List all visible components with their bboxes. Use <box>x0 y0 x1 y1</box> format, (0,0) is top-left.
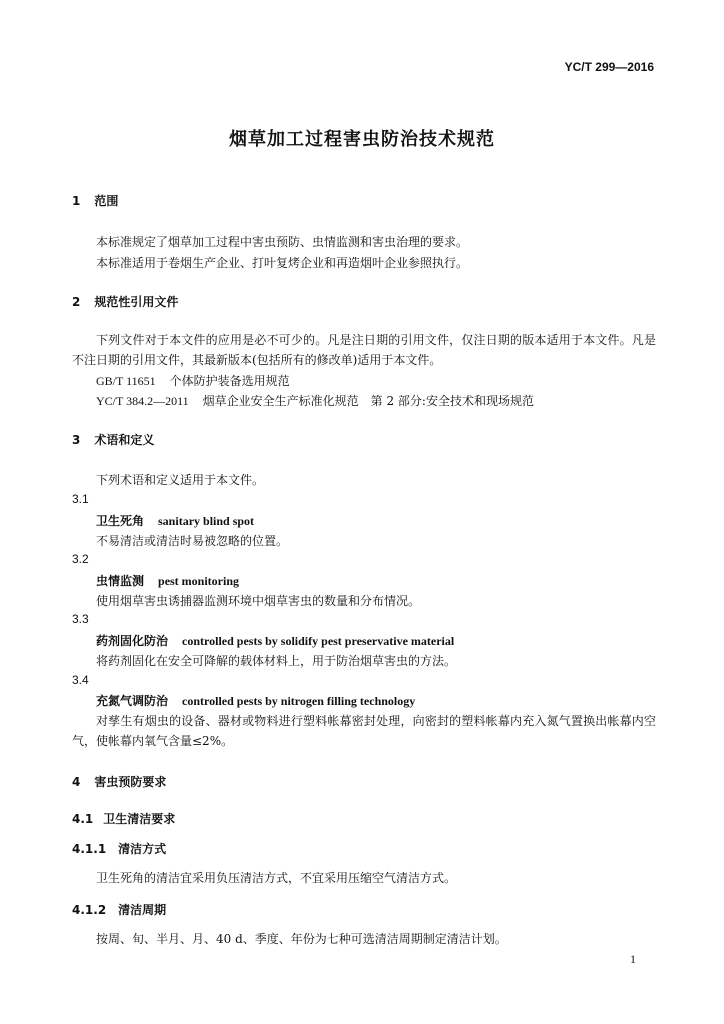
term-number: 3.3 <box>72 612 89 626</box>
section-2-heading <box>72 293 178 310</box>
paragraph: 本标准规定了烟草加工过程中害虫预防、虫情监测和害虫治理的要求。 <box>96 235 469 249</box>
term-definition: 使用烟草害虫诱捕器监测环境中烟草害虫的数量和分布情况。 <box>96 594 421 608</box>
section-1-heading <box>72 192 118 209</box>
term-definition: 对孳生有烟虫的设备、器材或物料进行塑料帐幕密封处理，向密封的塑料帐幕内充入氮气置换出帐幕内空气，使帐幕内氧气含量≤2%。 <box>72 714 656 748</box>
reference-code: GB/T 11651 <box>96 374 156 388</box>
reference-name: 烟草企业安全生产标准化规范 第 2 部分:安全技术和现场规范 <box>202 394 534 408</box>
term-entry <box>96 692 415 709</box>
section-number: 4 <box>72 775 81 789</box>
term-number: 3.4 <box>72 673 89 687</box>
section-number: 3 <box>72 433 81 447</box>
section-number: 2 <box>72 295 81 309</box>
paragraph: 卫生死角的清洁宜采用负压清洁方式，不宜采用压缩空气清洁方式。 <box>96 871 457 885</box>
term-entry <box>96 632 454 649</box>
term-chinese: 药剂固化防治 <box>96 634 169 648</box>
term-entry <box>96 572 239 589</box>
term-chinese: 充氮气调防治 <box>96 694 169 708</box>
paragraph: 下列术语和定义适用于本文件。 <box>96 473 265 487</box>
section-number: 4.1 <box>72 812 94 826</box>
reference-code: YC/T 384.2—2011 <box>96 394 189 408</box>
section-title: 清洁方式 <box>118 842 167 856</box>
section-4-heading <box>72 773 166 790</box>
document-title: 烟草加工过程害虫防治技术规范 <box>229 129 495 150</box>
normative-reference <box>96 392 534 409</box>
section-title: 范围 <box>94 194 119 208</box>
section-number: 1 <box>72 194 81 208</box>
section-title: 规范性引用文件 <box>94 295 179 309</box>
page-number: 1 <box>630 952 636 966</box>
section-title: 害虫预防要求 <box>94 775 167 789</box>
term-english: pest monitoring <box>158 574 240 588</box>
section-title: 卫生清洁要求 <box>103 812 176 826</box>
section-number: 4.1.2 <box>72 903 107 917</box>
term-entry <box>96 512 254 529</box>
paragraph: 本标准适用于卷烟生产企业、打叶复烤企业和再造烟叶企业参照执行。 <box>96 256 469 270</box>
paragraph: 按周、旬、半月、月、40 d、季度、年份为七种可选清洁周期制定清洁计划。 <box>96 932 507 946</box>
paragraph: 下列文件对于本文件的应用是必不可少的。凡是注日期的引用文件，仅注日期的版本适用于本文件。凡是不注日期的引用文件，其最新版本(包括所有的修改单)适用于本文件。 <box>72 333 656 367</box>
term-definition: 不易清洁或清洁时易被忽略的位置。 <box>96 534 289 548</box>
section-number: 4.1.1 <box>72 842 107 856</box>
term-english: controlled pests by nitrogen filling technology <box>182 694 416 708</box>
term-chinese: 虫情监测 <box>96 574 145 588</box>
subsection-4-1-1-heading <box>72 840 166 857</box>
section-title: 术语和定义 <box>94 433 155 447</box>
normative-reference <box>96 372 290 389</box>
term-number: 3.1 <box>72 492 89 506</box>
subsection-4-1-2-heading <box>72 901 166 918</box>
term-english: controlled pests by solidify pest preservative material <box>182 634 455 648</box>
standard-code: YC/T 299—2016 <box>564 60 654 74</box>
term-english: sanitary blind spot <box>158 514 255 528</box>
term-chinese: 卫生死角 <box>96 514 145 528</box>
section-3-heading <box>72 431 154 448</box>
term-number: 3.2 <box>72 552 89 566</box>
reference-name: 个体防护装备选用规范 <box>169 374 290 388</box>
term-definition: 将药剂固化在安全可降解的载体材料上，用于防治烟草害虫的方法。 <box>96 654 457 668</box>
subsection-4-1-heading <box>72 810 175 827</box>
section-title: 清洁周期 <box>118 903 167 917</box>
